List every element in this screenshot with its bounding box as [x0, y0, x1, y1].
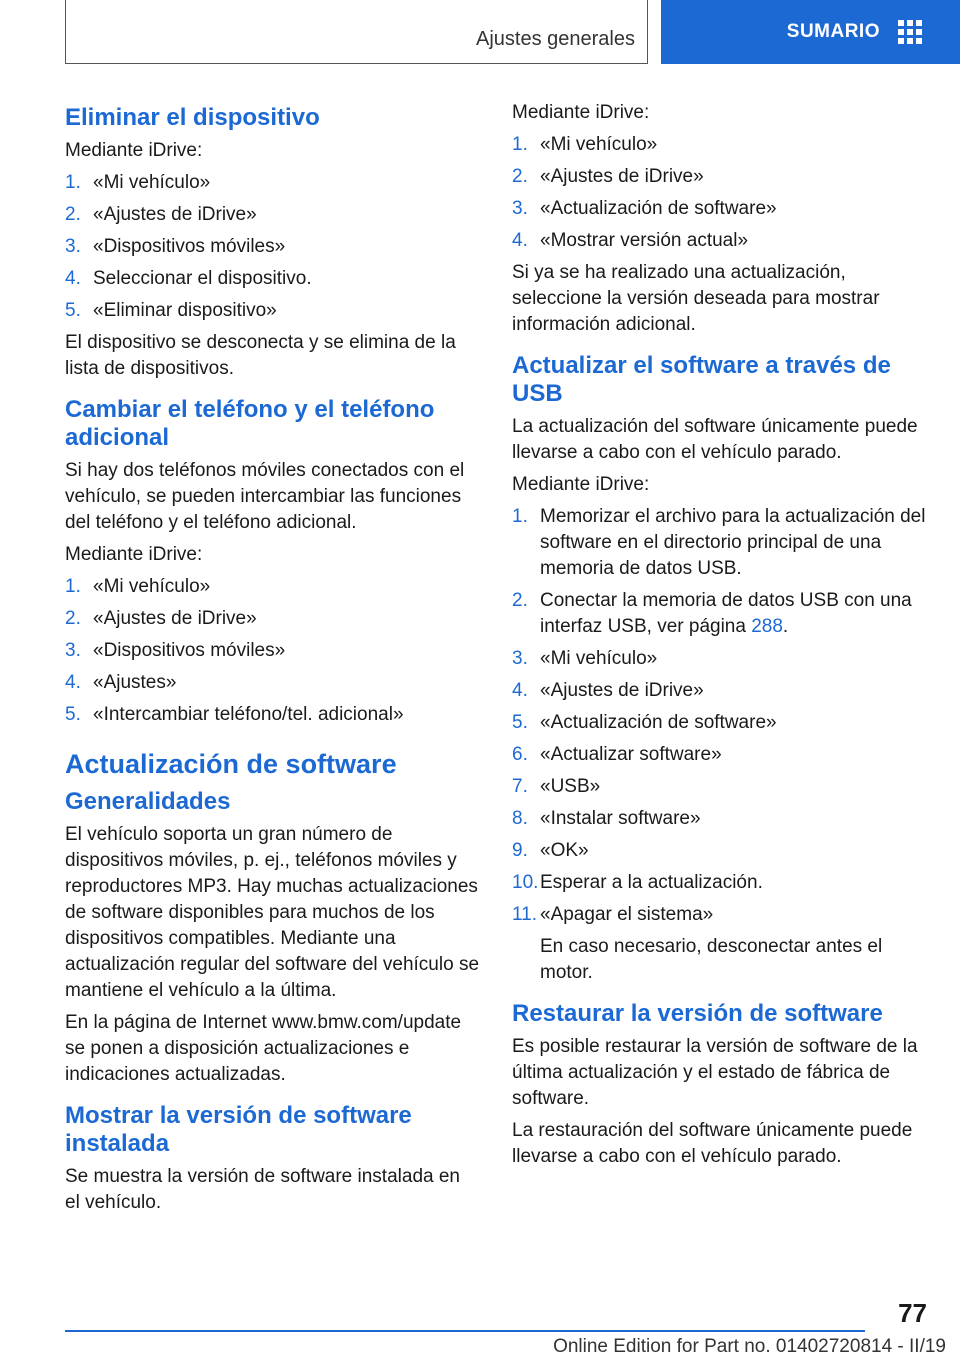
step-number: 2. — [512, 590, 528, 611]
heading-actualizar-usb: Actualizar el software a través de USB — [512, 352, 891, 407]
paragraph: Se muestra la versión de software instalada en el vehículo. — [65, 1166, 460, 1213]
step-text — [540, 588, 927, 640]
list-item — [512, 504, 927, 582]
step-text: «Eliminar dispositivo» — [93, 300, 277, 321]
list-item — [512, 742, 927, 768]
step-number: 4. — [65, 268, 81, 289]
step-number: 4. — [512, 680, 528, 701]
header-section-box — [65, 0, 648, 64]
list-item — [65, 170, 480, 196]
step-text-part: Conectar la memoria de datos USB con una interfaz USB, ver página — [540, 590, 912, 637]
step-text: «OK» — [540, 840, 589, 861]
paragraph: Mediante iDrive: — [512, 474, 650, 495]
step-text: «Ajustes de iDrive» — [93, 204, 257, 225]
step-text: «Ajustes de iDrive» — [93, 608, 257, 629]
list-item — [512, 774, 927, 800]
step-text: «Ajustes de iDrive» — [540, 166, 704, 187]
paragraph: Es posible restaurar la versión de software de la última actualización y el estado de fábrica de software. — [512, 1036, 918, 1109]
step-number: 4. — [65, 672, 81, 693]
step-text-part: «Apagar el sistema» — [540, 904, 714, 925]
step-text — [540, 902, 927, 986]
step-number: 4. — [512, 230, 528, 251]
section-title: Ajustes generales — [476, 28, 635, 50]
list-item — [512, 196, 927, 222]
step-text: «Ajustes» — [93, 672, 177, 693]
list-item — [512, 132, 927, 158]
list-item — [512, 710, 927, 736]
step-number: 2. — [65, 608, 81, 629]
step-number: 6. — [512, 744, 528, 765]
step-number: 2. — [512, 166, 528, 187]
step-text: «Actualizar software» — [540, 744, 722, 765]
footer-divider — [65, 1330, 865, 1332]
heading-restaurar-version: Restaurar la versión de software — [512, 1000, 883, 1027]
step-number: 5. — [65, 704, 81, 725]
list-item — [512, 806, 927, 832]
heading-cambiar-telefono: Cambiar el teléfono y el teléfono adicional — [65, 396, 435, 451]
step-number: 10. — [512, 872, 539, 893]
paragraph: Mediante iDrive: — [65, 544, 203, 565]
list-item — [65, 574, 480, 600]
step-number: 3. — [65, 640, 81, 661]
grid-menu-icon — [898, 20, 922, 44]
paragraph: Mediante iDrive: — [65, 140, 203, 161]
step-number: 3. — [512, 648, 528, 669]
list-item — [65, 606, 480, 632]
heading-actualizacion-software: Actualización de software — [65, 749, 397, 779]
step-text: «USB» — [540, 776, 601, 797]
step-text: Memorizar el archivo para la actualización del software en el directorio principal de una memoria de datos USB. — [540, 506, 926, 579]
list-item — [65, 298, 480, 324]
step-number: 5. — [512, 712, 528, 733]
step-number: 3. — [65, 236, 81, 257]
step-text: «Mi vehículo» — [540, 134, 658, 155]
list-item — [65, 670, 480, 696]
step-number: 2. — [65, 204, 81, 225]
step-number: 7. — [512, 776, 528, 797]
step-list — [65, 574, 480, 728]
paragraph: Mediante iDrive: — [512, 102, 650, 123]
list-item — [512, 588, 927, 640]
step-text: «Dispositivos móviles» — [93, 640, 286, 661]
paragraph: Si ya se ha realizado una actualización, seleccione la versión deseada para mostrar información adicional. — [512, 262, 880, 335]
step-text: «Mostrar versión actual» — [540, 230, 749, 251]
list-item — [65, 234, 480, 260]
step-number: 8. — [512, 808, 528, 829]
footer-edition-text: Online Edition for Part no. 01402720814 - II/19 — [553, 1336, 946, 1357]
step-text: «Ajustes de iDrive» — [540, 680, 704, 701]
heading-eliminar-dispositivo: Eliminar el dispositivo — [65, 104, 320, 131]
step-text: «Mi vehículo» — [93, 172, 211, 193]
step-text: Seleccionar el dispositivo. — [93, 268, 312, 289]
sumario-button[interactable] — [661, 0, 960, 64]
paragraph: La actualización del software únicamente puede llevarse a cabo con el vehículo parado. — [512, 416, 918, 463]
step-text: «Dispositivos móviles» — [93, 236, 286, 257]
step-text: «Intercambiar teléfono/tel. adicional» — [93, 704, 404, 725]
step-text: «Actualización de software» — [540, 712, 777, 733]
page-number: 77 — [898, 1298, 927, 1328]
paragraph: La restauración del software únicamente puede llevarse a cabo con el vehículo parado. — [512, 1120, 913, 1167]
paragraph: En la página de Internet www.bmw.com/update se ponen a disposición actualizaciones e indicaciones actualizadas. — [65, 1012, 462, 1085]
sumario-label: SUMARIO — [786, 21, 880, 42]
list-item — [512, 838, 927, 864]
list-item — [512, 870, 927, 896]
step-number: 9. — [512, 840, 528, 861]
step-number: 11. — [512, 904, 538, 925]
step-text: «Instalar software» — [540, 808, 701, 829]
heading-generalidades: Generalidades — [65, 788, 231, 815]
left-column — [65, 100, 480, 1222]
step-subtext: En caso necesario, desconectar antes el motor. — [540, 936, 883, 983]
step-number: 1. — [512, 506, 528, 527]
right-column — [512, 100, 927, 1176]
paragraph: Si hay dos teléfonos móviles conectados con el vehículo, se pueden intercambiar las funciones del teléfono y el teléfono adicional. — [65, 460, 465, 533]
paragraph: El vehículo soporta un gran número de dispositivos móviles, p. ej., teléfonos móviles y reproductores MP3. Hay muchas actualizaciones de software disponibles para muchos de los dispositivos compatibles. Mediante una actualización regular del software del vehículo se mantiene el vehículo a la última. — [65, 824, 480, 1001]
list-item — [512, 228, 927, 254]
list-item — [65, 638, 480, 664]
list-item — [65, 266, 480, 292]
list-item — [512, 678, 927, 704]
step-list — [512, 504, 927, 986]
list-item — [512, 902, 927, 986]
list-item — [512, 646, 927, 672]
page-reference-link[interactable]: 288 — [751, 616, 783, 637]
step-number: 1. — [512, 134, 528, 155]
step-number: 3. — [512, 198, 528, 219]
list-item — [512, 164, 927, 190]
step-text: Esperar a la actualización. — [540, 872, 763, 893]
paragraph: El dispositivo se desconecta y se elimina de la lista de dispositivos. — [65, 332, 456, 379]
step-number: 1. — [65, 576, 81, 597]
step-text: «Mi vehículo» — [540, 648, 658, 669]
step-text: «Actualización de software» — [540, 198, 777, 219]
step-list — [512, 132, 927, 254]
step-number: 5. — [65, 300, 81, 321]
step-list — [65, 170, 480, 324]
heading-mostrar-version: Mostrar la versión de software instalada — [65, 1102, 412, 1157]
step-number: 1. — [65, 172, 81, 193]
step-text: «Mi vehículo» — [93, 576, 211, 597]
step-text-part: . — [782, 616, 789, 637]
list-item — [65, 702, 480, 728]
list-item — [65, 202, 480, 228]
